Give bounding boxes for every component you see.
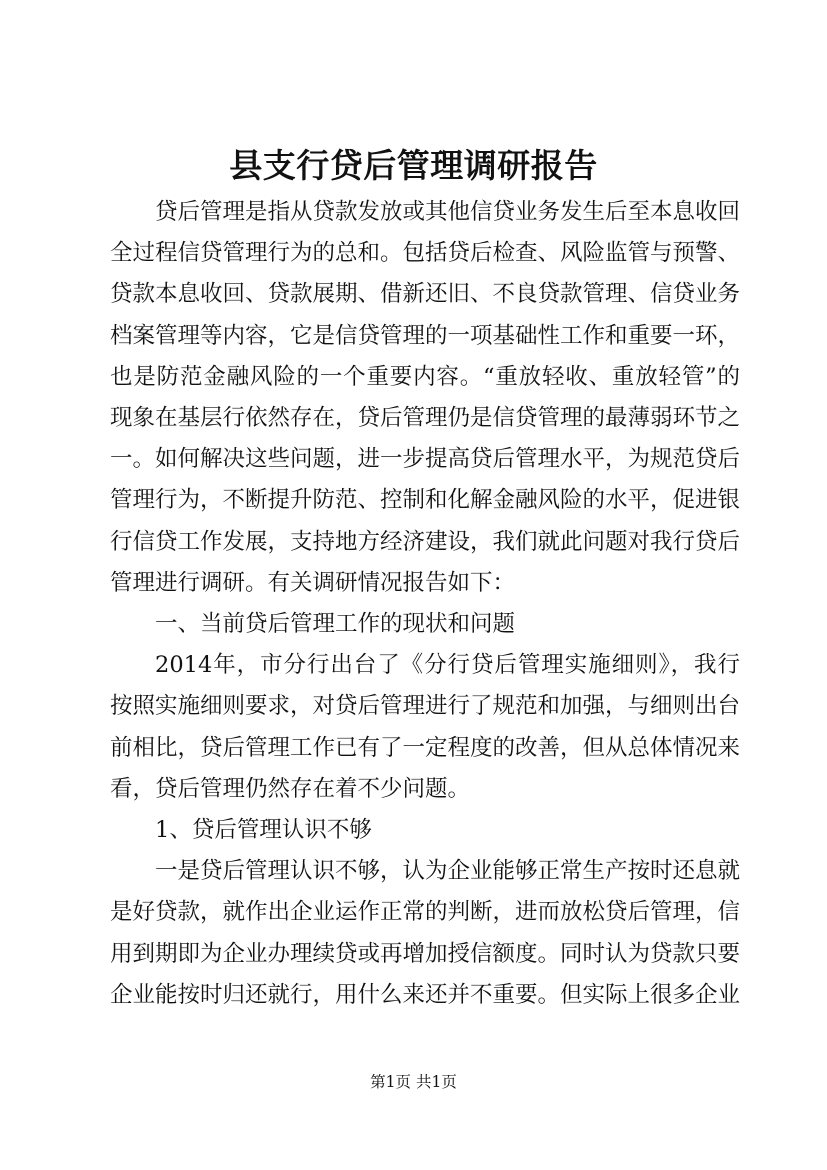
paragraph-awareness: 一是贷后管理认识不够，认为企业能够正常生产按时还息就是好贷款，就作出企业运作正常的判断，进而放松贷后管理，信用到期即为企业办理续贷或再增加授信额度。同时认为贷款只要企业能按时归还就行，用什么来还并不重要。但实际上很多企业 (110, 858, 741, 1008)
section-heading-current-status: 一、当前贷后管理工作的现状和问题 (155, 611, 516, 638)
document-title: 县支行贷后管理调研报告 (229, 146, 598, 185)
document-body (110, 192, 740, 1016)
subsection-heading-awareness: 1、贷后管理认识不够 (155, 817, 372, 844)
page-footer: 第1页 共1页 (370, 1073, 457, 1091)
paragraph-intro: 贷后管理是指从贷款发放或其他信贷业务发生后至本息收回全过程信贷管理行为的总和。包括贷后检查、风险监管与预警、贷款本息收回、贷款展期、借新还旧、不良贷款管理、信贷业务档案管理等内容，它是信贷管理的一项基础性工作和重要一环，也是防范金融风险的一个重要内容。“重放轻收、重放轻管”的现象在基层行依然存在，贷后管理仍是信贷管理的最薄弱环节之一。如何解决这些问题，进一步提高贷后管理水平，为规范贷后管理行为，不断提升防范、控制和化解金融风险的水平，促进银行信贷工作发展，支持地方经济建设，我们就此问题对我行贷后管理进行调研。有关调研情况报告如下： (110, 199, 741, 596)
paragraph-2014-rules: 2014年，市分行出台了《分行贷后管理实施细则》，我行按照实施细则要求，对贷后管理进行了规范和加强，与细则出台前相比，贷后管理工作已有了一定程度的改善，但从总体情况来看，贷后管理仍然存在着不少问题。 (110, 652, 741, 802)
